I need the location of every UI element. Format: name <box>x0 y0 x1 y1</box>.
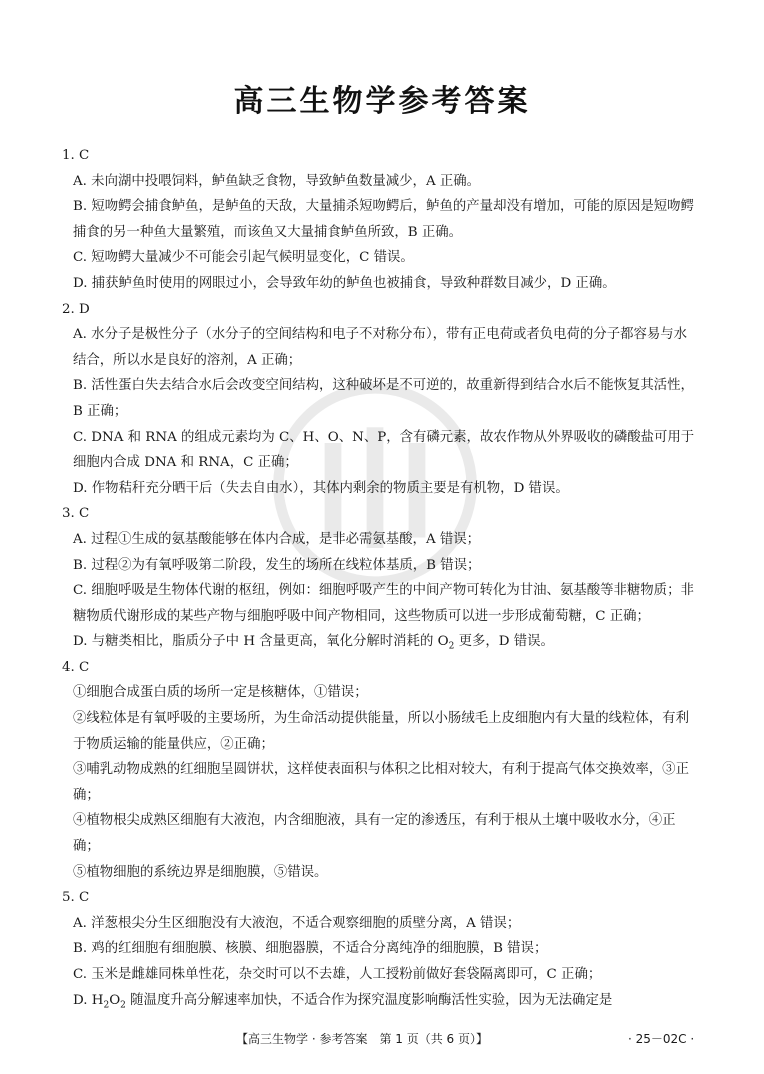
option-c: C. 细胞呼吸是生物体代谢的枢纽，例如：细胞呼吸产生的中间产物可转化为甘油、氨基酸等非糖物质；非糖物质代谢形成的某些产物与细胞呼吸中间产物相同，这些物质可以进一步形成葡萄糖，C 正确； <box>73 583 694 624</box>
question-1 <box>62 143 698 297</box>
option-b: B. 短吻鳄会捕食鲈鱼，是鲈鱼的天敌，大量捕杀短吻鳄后，鲈鱼的产量却没有增加，可能的原因是短吻鳄捕食的另一种鱼大量繁殖，而该鱼又大量捕食鲈鱼所致，B 正确。 <box>73 199 694 240</box>
option-a: A. 未向湖中投喂饲料，鲈鱼缺乏食物，导致鲈鱼数量减少，A 正确。 <box>73 173 481 189</box>
question-4 <box>62 655 698 885</box>
formula-o: O <box>109 992 121 1008</box>
page-footer <box>0 1030 764 1050</box>
question-3 <box>62 501 698 655</box>
option-d: D. 捕获鲈鱼时使用的网眼过小，会导致年幼的鲈鱼也被捕食，导致种群数目减少，D 正确。 <box>73 275 616 291</box>
footer-page-info: 【高三生物学 · 参考答案 第 1 页（共 6 页）】 <box>236 1032 488 1046</box>
option-d: D. 作物秸秆充分晒干后（失去自由水），其体内剩余的物质主要是有机物，D 错误。 <box>73 480 569 496</box>
statement-2: ②线粒体是有氧呼吸的主要场所，为生命活动提供能量，所以小肠绒毛上皮细胞内有大量的线粒体，有利于物质运输的能量供应，②正确； <box>73 711 689 752</box>
option-c: C. DNA 和 RNA 的组成元素均为 C、H、O、N、P，含有磷元素，故农作物从外界吸收的磷酸盐可用于细胞内合成 DNA 和 RNA，C 正确； <box>73 429 695 471</box>
statement-4: ④植物根尖成熟区细胞有大液泡，内含细胞液，具有一定的渗透压，有利于根从土壤中吸收水分，④正确； <box>73 813 676 855</box>
subscript: 2 <box>448 641 455 652</box>
option-a: A. 过程①生成的氨基酸能够在体内合成，是非必需氨基酸，A 错误； <box>73 531 481 547</box>
question-head: 4. C <box>62 659 90 675</box>
option-b: B. 鸡的红细胞有细胞膜、核膜、细胞器膜，不适合分离纯净的细胞膜，B 错误； <box>73 941 548 957</box>
footer-code: · 25－02C · <box>628 1032 695 1046</box>
option-a: A. 水分子是极性分子（水分子的空间结构和电子不对称分布），带有正电荷或者负电荷的分子都容易与水结合，所以水是良好的溶剂，A 正确； <box>73 327 688 368</box>
page-title: 高三生物学参考答案 <box>233 84 531 119</box>
statement-1: ①细胞合成蛋白质的场所一定是核糖体，①错误； <box>73 685 368 701</box>
option-d-text: D. 与糖类相比，脂质分子中 H 含量更高，氧化分解时消耗的 O <box>73 634 449 650</box>
subscript: 2 <box>103 1000 110 1011</box>
question-head: 5. C <box>62 890 90 906</box>
option-d <box>62 629 698 655</box>
option-c: C. 玉米是雌雄同株单性花，杂交时可以不去雄，人工授粉前做好套袋隔离即可，C 正确； <box>73 967 602 982</box>
option-d <box>62 988 698 1014</box>
question-2 <box>62 297 698 502</box>
option-a: A. 洋葱根尖分生区细胞没有大液泡，不适合观察细胞的质壁分离，A 错误； <box>73 915 521 931</box>
option-c: C. 短吻鳄大量减少不可能会引起气候明显变化，C 错误。 <box>73 250 414 266</box>
question-head: 1. C <box>62 148 90 163</box>
answer-body <box>62 143 698 1013</box>
question-head: 2. D <box>62 301 90 317</box>
option-b: B. 过程②为有氧呼吸第二阶段，发生的场所在线粒体基质，B 错误； <box>73 557 481 573</box>
statement-5: ⑤植物细胞的系统边界是细胞膜，⑤错误。 <box>73 864 328 880</box>
question-head: 3. C <box>62 506 90 522</box>
statement-3: ③哺乳动物成熟的红细胞呈圆饼状，这样使表面积与体积之比相对较大，有利于提高气体交换效率，③正确； <box>73 762 689 803</box>
option-d-text-end: 更多，D 错误。 <box>454 634 554 650</box>
option-d-text: D. H <box>73 992 104 1008</box>
question-5 <box>62 885 698 1013</box>
subscript: 2 <box>120 1000 126 1011</box>
option-d-text-end: 随温度升高分解速率加快，不适合作为探究温度影响酶活性实验，因为无法确定是 <box>125 992 613 1008</box>
option-b: B. 活性蛋白失去结合水后会改变空间结构，这种破坏是不可逆的，故重新得到结合水后不能恢复其活性，B 正确； <box>73 378 694 419</box>
